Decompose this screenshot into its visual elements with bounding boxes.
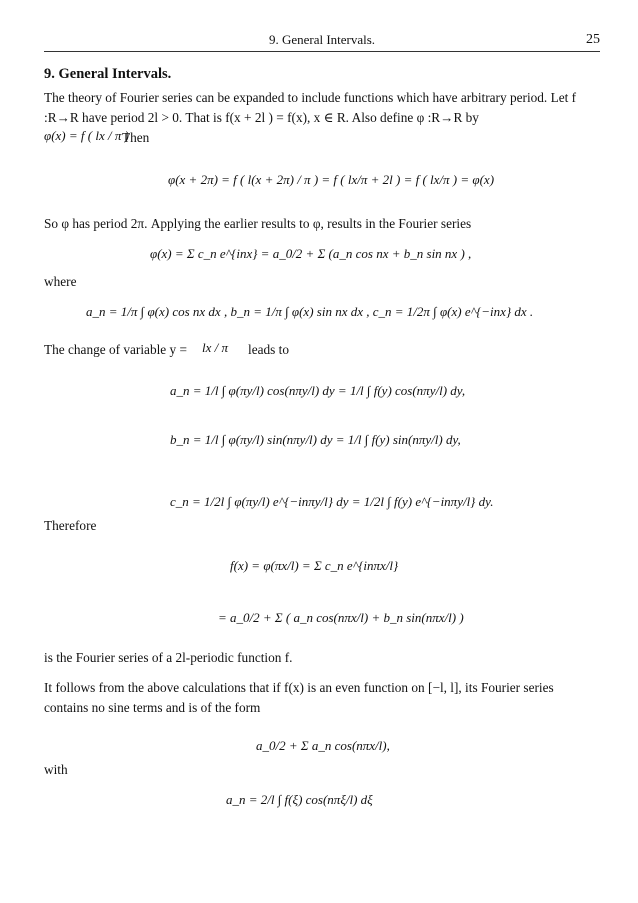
equation-cn: c_n = 1/2l ∫ φ(πy/l) e^{−inπy/l} dy = 1/2l ∫ f(y) e^{−inπy/l} dy. — [170, 494, 494, 509]
equation-coefficients: a_n = 1/π ∫ φ(x) cos nx dx , b_n = 1/π ∫ φ(x) sin nx dx , c_n = 1/2π ∫ φ(x) e^{−inx} dx . — [86, 304, 534, 319]
paragraph-periodic: is the Fourier series of a 2l-periodic function f. — [44, 650, 293, 665]
equation-phi-period: φ(x + 2π) = f ( l(x + 2π) / π ) = f ( lx/π + 2l ) = f ( lx/π ) = φ(x) — [168, 172, 495, 187]
text-with: with — [44, 762, 68, 777]
section-title: 9. General Intervals. — [44, 66, 172, 82]
text-leads-to: leads to — [248, 342, 289, 357]
paragraph-change-variable: The change of variable y = — [44, 342, 187, 357]
header-title: 9. General Intervals. — [268, 32, 376, 47]
equation-phi-def: φ(x) = f ( lx / π ) — [44, 128, 129, 143]
paragraph-phi-period: So φ has period 2π. Applying the earlier results to φ, results in the Fourier series — [44, 216, 472, 231]
page-number: 25 — [586, 32, 600, 47]
equation-lx-over-pi: lx / π — [202, 340, 229, 355]
equation-f-series-trig: = a_0/2 + Σ ( a_n cos(nπx/l) + b_n sin(nπx/l) ) — [218, 610, 464, 625]
equation-an-even: a_n = 2/l ∫ f(ξ) cos(nπξ/l) dξ — [226, 792, 373, 807]
paragraph-even-function: It follows from the above calculations that if f(x) is an even function on [−l, l], its Fourier series contains no sine terms and is of the form — [44, 680, 554, 715]
text-then: Then — [122, 130, 150, 145]
equation-an: a_n = 1/l ∫ φ(πy/l) cos(nπy/l) dy = 1/l ∫ f(y) cos(nπy/l) dy, — [170, 383, 466, 398]
paragraph-intro: The theory of Fourier series can be expanded to include functions which have arbitrary period. Let f :R→R have period 2l > 0. That is f(x + 2l ) = f(x), x ∈ R. Also define φ :R→R by — [44, 90, 577, 125]
running-header — [44, 32, 600, 50]
equation-cosine-series: a_0/2 + Σ a_n cos(nπx/l), — [256, 738, 390, 753]
equation-f-series-exp: f(x) = φ(πx/l) = Σ c_n e^{inπx/l} — [230, 558, 399, 573]
header-rule — [44, 51, 600, 52]
text-therefore: Therefore — [44, 518, 97, 533]
text-where: where — [44, 274, 77, 289]
equation-fourier-series: φ(x) = Σ c_n e^{inx} = a_0/2 + Σ (a_n cos nx + b_n sin nx ) , — [150, 246, 472, 261]
equation-bn: b_n = 1/l ∫ φ(πy/l) sin(nπy/l) dy = 1/l ∫ f(y) sin(nπy/l) dy, — [170, 432, 461, 447]
